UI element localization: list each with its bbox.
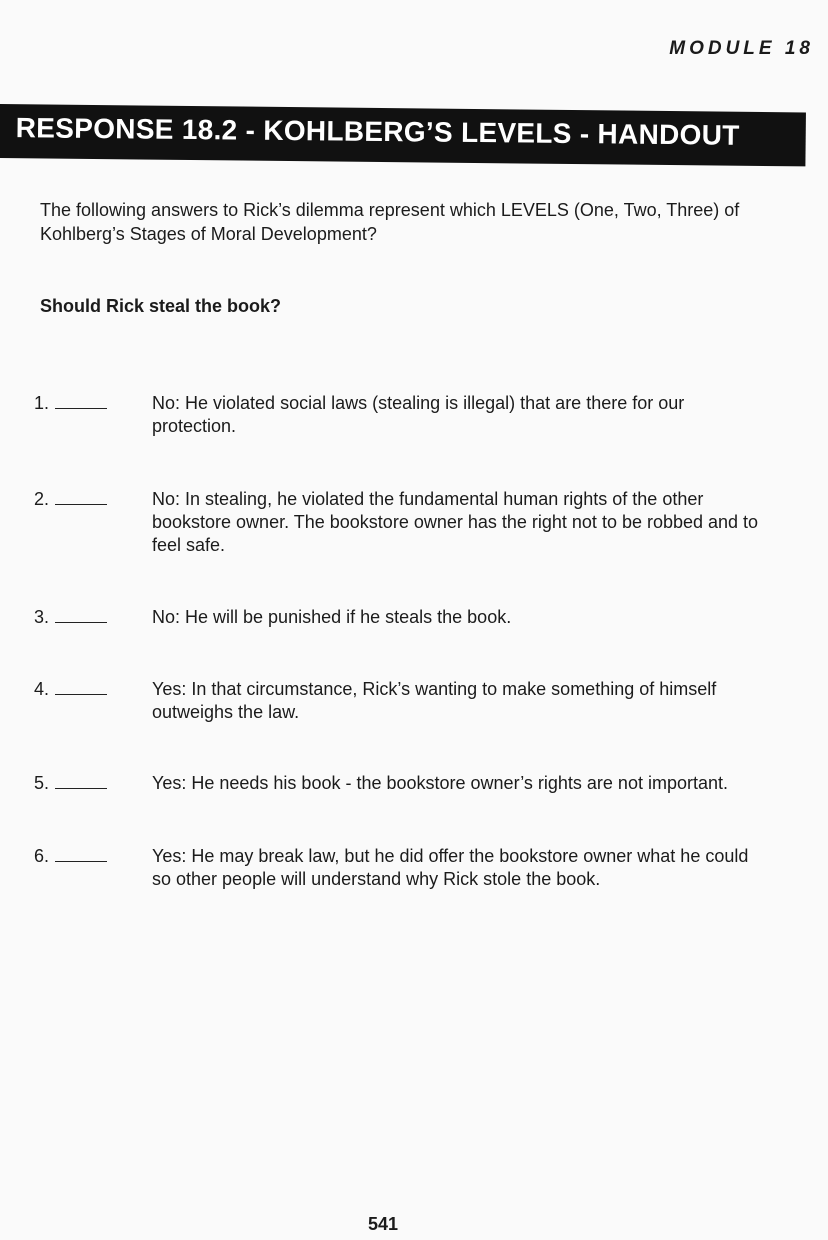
item-text: Yes: He may break law, but he did offer the bookstore owner what he could so other people will understand why Rick stole the book.: [152, 846, 749, 889]
intro-text: The following answers to Rick’s dilemma represent which LEVELS (One, Two, Three) of Kohlberg’s Stages of Moral Development?: [40, 200, 740, 244]
item-number: 6.: [34, 846, 50, 866]
answer-blank: [55, 608, 107, 623]
answer-blank: [55, 847, 107, 862]
answer-blank: [55, 680, 107, 695]
answer-blank: [55, 490, 107, 505]
item-text: Yes: In that circumstance, Rick’s wanting to make something of himself outweighs the law.: [152, 679, 717, 722]
item-text: No: In stealing, he violated the fundamental human rights of the other bookstore owner. The bookstore owner has the right not to be robbed and to feel safe.: [152, 489, 759, 555]
item-text: No: He will be punished if he steals the book.: [152, 607, 512, 627]
item-number: 3.: [34, 607, 50, 627]
handout-title: RESPONSE 18.2 - KOHLBERG’S LEVELS - HANDOUT: [15, 112, 740, 151]
item-number: 5.: [34, 773, 50, 793]
item-text: Yes: He needs his book - the bookstore owner’s rights are not important.: [152, 773, 728, 793]
page-number: 541: [368, 1214, 399, 1234]
module-label: MODULE 18: [669, 38, 814, 59]
item-number: 2.: [34, 489, 50, 509]
item-number: 1.: [34, 393, 50, 413]
dilemma-question: Should Rick steal the book?: [40, 296, 282, 316]
item-text: No: He violated social laws (stealing is illegal) that are there for our protection.: [152, 393, 685, 436]
title-banner: [0, 104, 806, 166]
answer-blank: [55, 394, 107, 409]
item-number: 4.: [34, 679, 50, 699]
answer-blank: [55, 774, 107, 789]
